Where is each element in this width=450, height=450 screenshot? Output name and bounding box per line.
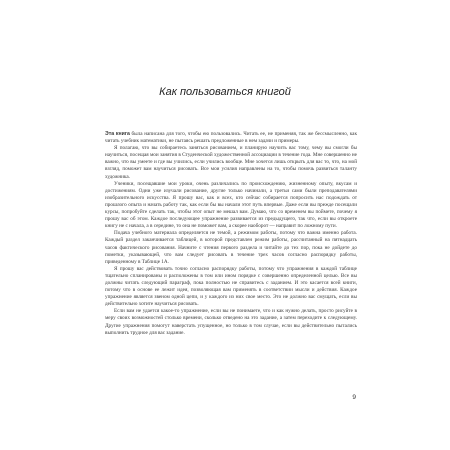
paragraph — [105, 230, 357, 265]
paragraph — [105, 266, 357, 309]
paragraph — [105, 181, 357, 231]
paragraph-text: Я полагаю, что вы собираетесь заняться рисованием, и планирую научить вас тому, чему вы смогли бы научиться, посещая мои занятия в Студенческой художественной ассоциации в течение года. Мне совершенно не важно, что вы умеете и где вы учились, если учились вообще. Мне хочется лишь открыть для вас то, что, на мой взгляд, поможет вам научиться рисовать. Все мои усилия направлены на то, чтобы помочь развиться таланту художника. — [105, 145, 357, 180]
paragraph-text: Я прошу вас действовать точно согласно распорядку работы, потому что упражнения в каждой таблице тщательно спланированы и расположены в том или ином порядке с совершенно определенной целью. Все вы должны читать следующий параграф, пока полностью не справитесь с заданием. И это касается всей книги, потому что в основе ее лежит идея, позволяющая вам применять в соответствии мысли и действия. Каждое упражнение является звеном одной цепи, и у каждого из них свое место. Это не должно вас смущать, если вы действительно хотите научиться рисовать. — [105, 265, 357, 308]
paragraph — [105, 131, 357, 145]
paragraph — [105, 145, 357, 180]
paragraph — [105, 308, 357, 336]
body-text — [105, 131, 357, 337]
paragraph-text: была написана для того, чтобы ею пользовались. Читать ее, не применяя, так же бессмысленно, как читать учебник математики, не пытаясь решать предложенные в нем задачи и примеры. — [105, 131, 357, 145]
page-number: 9 — [352, 394, 356, 401]
paragraph-text: Ученики, посещавшие мои уроки, очень различались по происхождению, жизненному опыту, вкусам и достижениям. Одни уже изучали рисование, другие только начинали, а третьи сами были преподавателями изобразительного искусства. Я прошу вас, как и всех, кто сейчас собирается попросить нас подождать от прошлого опыта и начать работу так, как если бы вы начали этот путь впервые. Даже если вы прежде посещали курсы, попробуйте сделать так, чтобы этот опыт не мешал вам. Думаю, что со временем вы поймете, почему я прошу вас об этом. Каждое последующее упражнение развивается из предыдущего, так что, если вы откроете книгу не с начала, а в середине, то она не поможет вам, а скорее наоборот — направит по ложному пути. — [105, 180, 357, 230]
paragraph-lead-word: Эта книга — [105, 131, 130, 137]
paragraph-text: Подача учебного материала определяется не темой, а режимом работы, потому что важна именно работа. Каждый раздел заканчивается таблицей, в которой представлен режим работы, рассчитанный на пятнадцать часов фактического рисования. Начните с чтения первого раздела и читайте до тех пор, пока не дойдете до пометки, указывающей, что вам следует рисовать в течение трех часов согласно распорядку работы, приведенному в Таблице 1А. — [105, 230, 357, 265]
chapter-title: Как пользоваться книгой — [159, 86, 291, 98]
paragraph-text: Если вам не удается какое-то упражнение, если вы не понимаете, что и как нужно делать, просто рисуйте в меру своих возможностей столько времени, сколько отведено на это задание, а затем переходите к следующему. Другие упражнения помогут наверстать упущенное, но только в том случае, если вы действительно пытались выполнить трудное для вас задание. — [105, 308, 357, 336]
